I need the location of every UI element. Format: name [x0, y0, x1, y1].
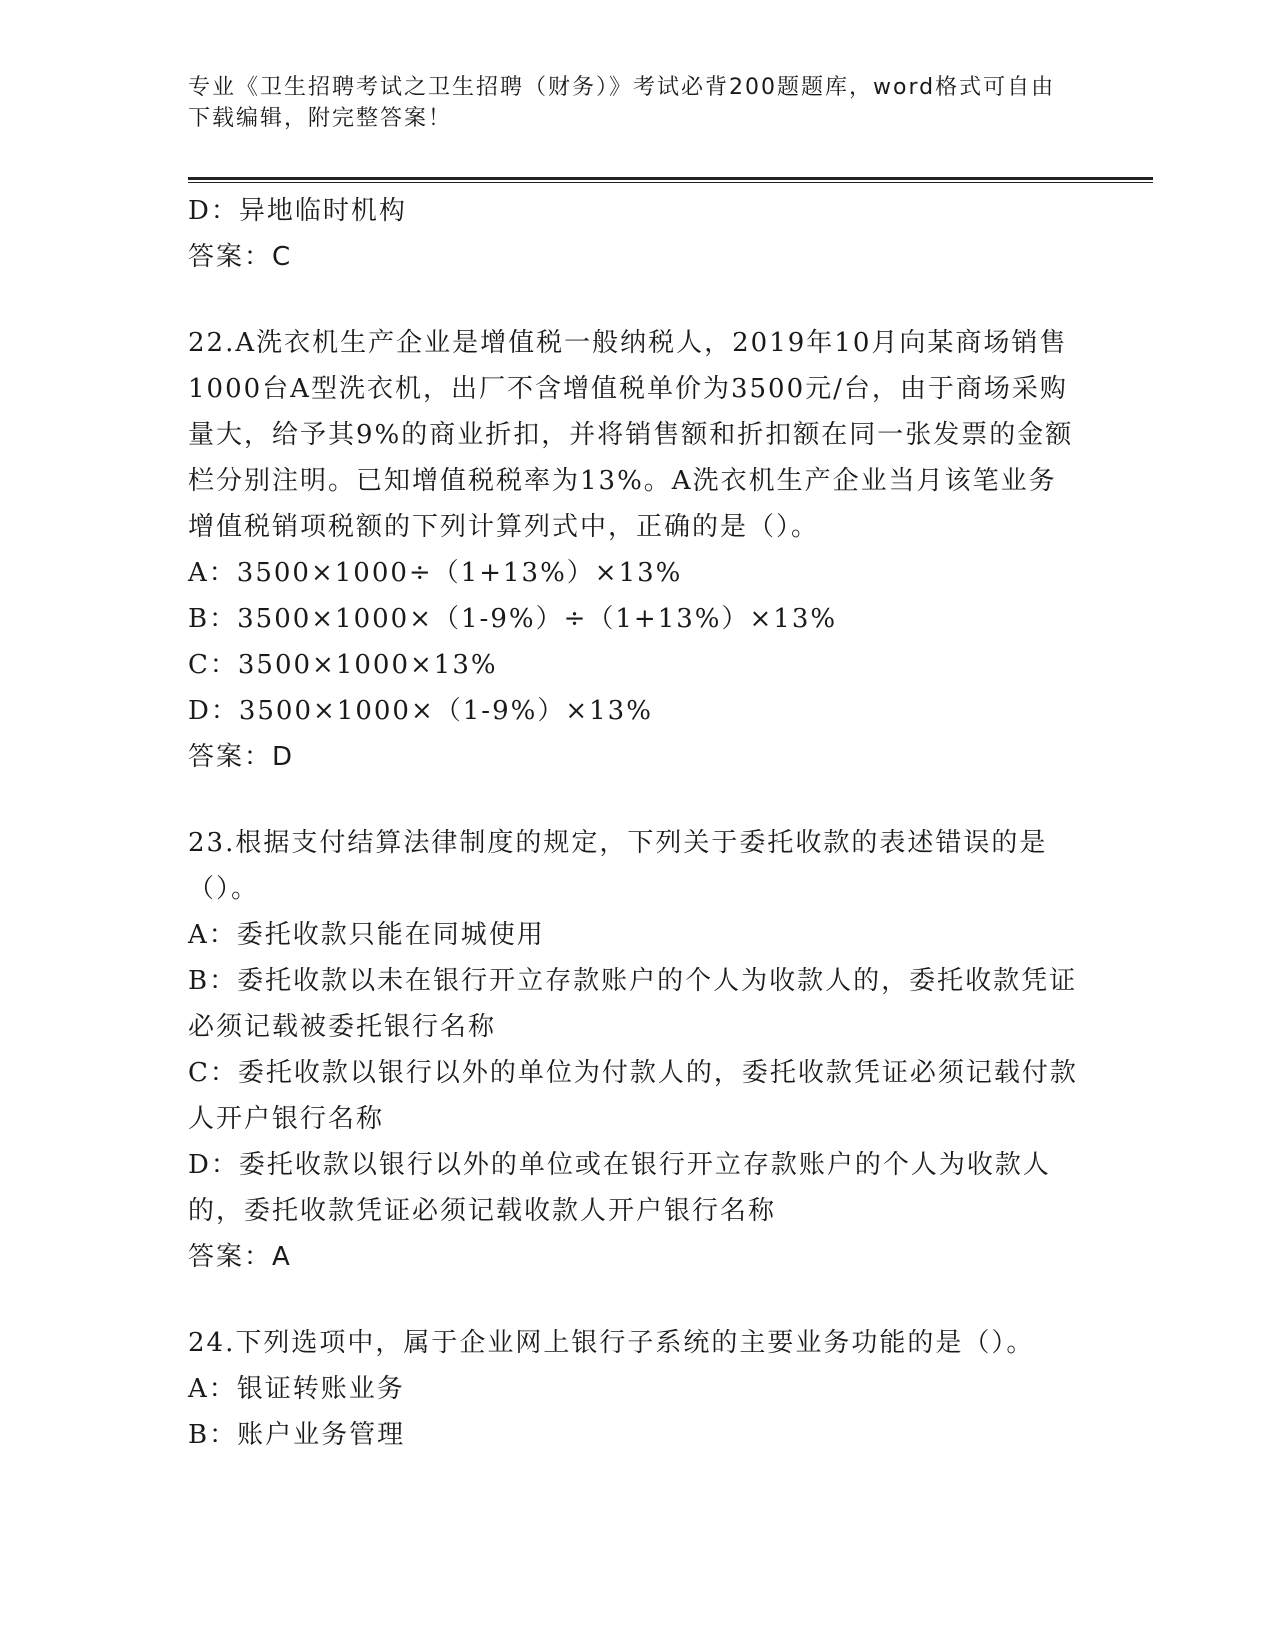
- option-d: D：3500×1000×（1-9%）×13%: [188, 696, 653, 726]
- option-b: B：账户业务管理: [188, 1420, 406, 1450]
- header-divider-thick: [188, 177, 1153, 180]
- option-a: A：银证转账业务: [188, 1374, 405, 1404]
- question-text: 22.A洗衣机生产企业是增值税一般纳税人，2019年10月向某商场销售1000台A型洗衣机，出厂不含增值税单价为3500元/台，由于商场采购量大，给予其9%的商业折扣，并将销售额和折扣额在同一张发票的金额栏分别注明。已知增值税税率为13%。A洗衣机生产企业当月该笔业务增值税销项税额的下列计算列式中，正确的是（）。: [188, 328, 1074, 542]
- document-body: [188, 188, 1078, 1458]
- option-d: D：异地临时机构: [188, 196, 407, 226]
- option-c: C：委托收款以银行以外的单位为付款人的，委托收款凭证必须记载付款人开户银行名称: [188, 1058, 1078, 1134]
- header-divider-thin: [188, 182, 1153, 183]
- question-23: [188, 820, 1078, 1280]
- question-text: 23.根据支付结算法律制度的规定，下列关于委托收款的表述错误的是（）。: [188, 828, 1048, 904]
- option-d: D：委托收款以银行以外的单位或在银行开立存款账户的个人为收款人的，委托收款凭证必须记载收款人开户银行名称: [188, 1150, 1051, 1226]
- page-header: 专业《卫生招聘考试之卫生招聘（财务）》考试必背200题题库，word格式可自由下载编辑，附完整答案！: [188, 75, 1056, 131]
- option-b: B：委托收款以未在银行开立存款账户的个人为收款人的，委托收款凭证必须记载被委托银行名称: [188, 966, 1078, 1042]
- option-a: A：3500×1000÷（1+13%）×13%: [188, 558, 683, 588]
- option-c: C：3500×1000×13%: [188, 650, 498, 680]
- option-a: A：委托收款只能在同城使用: [188, 920, 545, 950]
- document-page: [188, 0, 1088, 1650]
- question-24: [188, 1320, 1078, 1458]
- question-22: [188, 320, 1078, 780]
- answer: 答案：D: [188, 742, 295, 772]
- question-text: 24.下列选项中，属于企业网上银行子系统的主要业务功能的是（）。: [188, 1328, 1035, 1358]
- option-b: B：3500×1000×（1-9%）÷（1+13%）×13%: [188, 604, 838, 634]
- answer: 答案：C: [188, 242, 293, 272]
- question-21-tail: [188, 188, 1078, 280]
- answer: 答案：A: [188, 1242, 292, 1272]
